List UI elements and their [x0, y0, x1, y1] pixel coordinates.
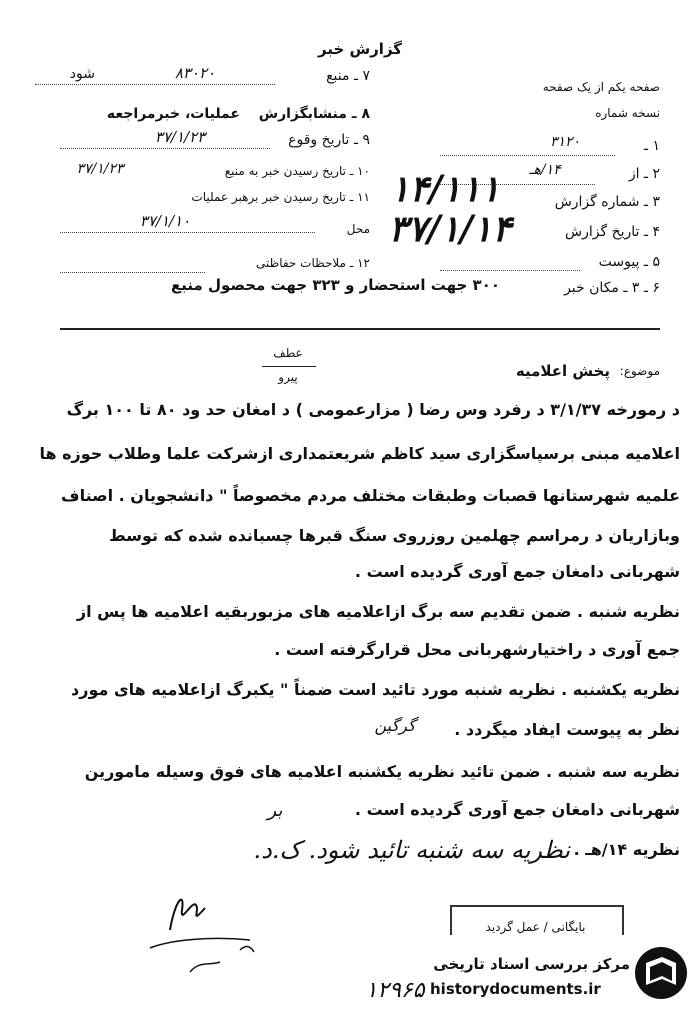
handwritten-annotation-1: گرگین [374, 716, 416, 735]
field-attachment-label: ۵ ـ پیوست [598, 254, 660, 270]
handwritten-annotation-3: نظریه سه شنبه تائید شود. ک.د. [253, 836, 570, 864]
handwritten-report-number: ۱۴/۱۱۱ [390, 168, 500, 210]
field-origin-label: ۸ ـ منشابگزارش [258, 106, 370, 122]
body-line-2: اعلامیه مبنی برسپاسگزاری سید کاظم شریعتمداری ازشرکت علما وطلاب حوزه ها [39, 444, 680, 463]
watermark-url: historydocuments.ir [430, 980, 601, 998]
body-line-5: شهربانی دامغان جمع آوری گردیده است . [354, 562, 680, 581]
commentary-line-1: نظریه شنبه . ضمن تقدیم سه برگ ازاعلامیه های مزبوربقیه اعلامیه ها پس از [76, 602, 680, 621]
handwritten-annotation-2: بر [267, 800, 283, 821]
field-page-label: صفحه یکم از یک صفحه [542, 80, 660, 94]
field-from-value: ۱۴/هـ [529, 162, 561, 178]
field-report-date-label: ۴ ـ تاریخ گزارش [565, 224, 660, 240]
field-location-value: ۳۷/۱/۱۰ [139, 212, 191, 230]
commentary-line-6: شهربانی دامغان جمع آوری گردیده است . [354, 800, 680, 819]
handwritten-doc-number: ۱۲۹۶۵ [365, 978, 425, 1003]
handwritten-report-date: ۳۷/۱/۱۴ [388, 208, 512, 250]
subject-label: موضوع: [619, 364, 660, 378]
header-divider [60, 328, 660, 330]
document-title: گزارش خبر [317, 40, 403, 58]
subject-value: پخش اعلامیه [515, 362, 610, 380]
commentary-line-5: نظریه سه شنبه . ضمن تائید نظریه یکشنبه اعلامیه های فوق وسیله مامورین [84, 762, 680, 781]
field-copy-label: نسخه شماره [595, 106, 660, 120]
field-distribution-label: ۶ ـ ۳ ـ مکان خبر [564, 280, 660, 296]
commentary-line-3: نظریه یکشنبه . نظریه شنبه مورد تائید است ضمناً " یکبرگ ازاعلامیه های مورد [71, 680, 680, 699]
field-received-date-label: ۱۰ ـ تاریخ رسیدن خبر به منبع [224, 164, 370, 178]
body-line-3: علمیه شهرستانها قصبات وطبقات مختلف مردم مخصوصاً " دانشجویان . اصناف [61, 486, 680, 505]
reference-pirou: پیرو [278, 370, 298, 384]
field-1-label: ۱ ـ [643, 138, 660, 154]
field-source-label: ۷ ـ منبع [326, 68, 370, 84]
field-security-label: ۱۲ ـ ملاحظات حفاظتی [256, 256, 370, 270]
archive-stamp-text: بایگانی / عمل گردید [485, 920, 586, 934]
field-location-label: محل [346, 222, 370, 236]
archive-logo-icon [632, 945, 690, 1001]
field-report-number-label: ۳ ـ شماره گزارش [554, 194, 660, 210]
field-source-value: ۸۳۰۲۰ [174, 64, 216, 82]
commentary-line-2: جمع آوری د راختیارشهربانی محل قرارگرفته است . [274, 640, 680, 659]
field-occurrence-date-label: ۹ ـ تاریخ وقوع [288, 132, 370, 148]
field-from-label: ۲ ـ از [628, 166, 660, 182]
commentary-line-4: نظر به پیوست ایفاد میگردد . [454, 720, 680, 739]
watermark-title: مرکز بررسی اسناد تاریخی [433, 955, 630, 973]
field-origin-value: عملیات، خبرمراجعه [106, 106, 240, 122]
field-source-extra: شود [69, 66, 95, 82]
field-occurrence-date-value: ۳۷/۱/۲۳ [154, 128, 206, 146]
field-distribution-value: ۳۰۰ جهت استحضار و ۳۲۳ جهت محصول منبع [171, 276, 500, 294]
field-received-date-value: ۳۷/۱/۲۳ [76, 161, 124, 177]
body-line-1: د رمورخه ۳/۱/۳۷ د رفرد وس رضا ( مزارعمومی ) د امغان حد ود ۸۰ تا ۱۰۰ برگ [66, 400, 680, 419]
field-received-leader-label: ۱۱ ـ تاریخ رسیدن خبر برهبر عملیات [191, 190, 370, 204]
field-1-value: ۳۱۲۰ [549, 134, 581, 150]
body-line-4: وبازاریان د رمراسم چهلمین روزروی سنگ قبرها چسبانده شده که توسط [109, 526, 680, 545]
reference-atf: عطف [273, 346, 303, 360]
commentary-line-7: نظریه ۱۴/هـ . [573, 840, 680, 859]
signature-scribble [130, 870, 310, 980]
